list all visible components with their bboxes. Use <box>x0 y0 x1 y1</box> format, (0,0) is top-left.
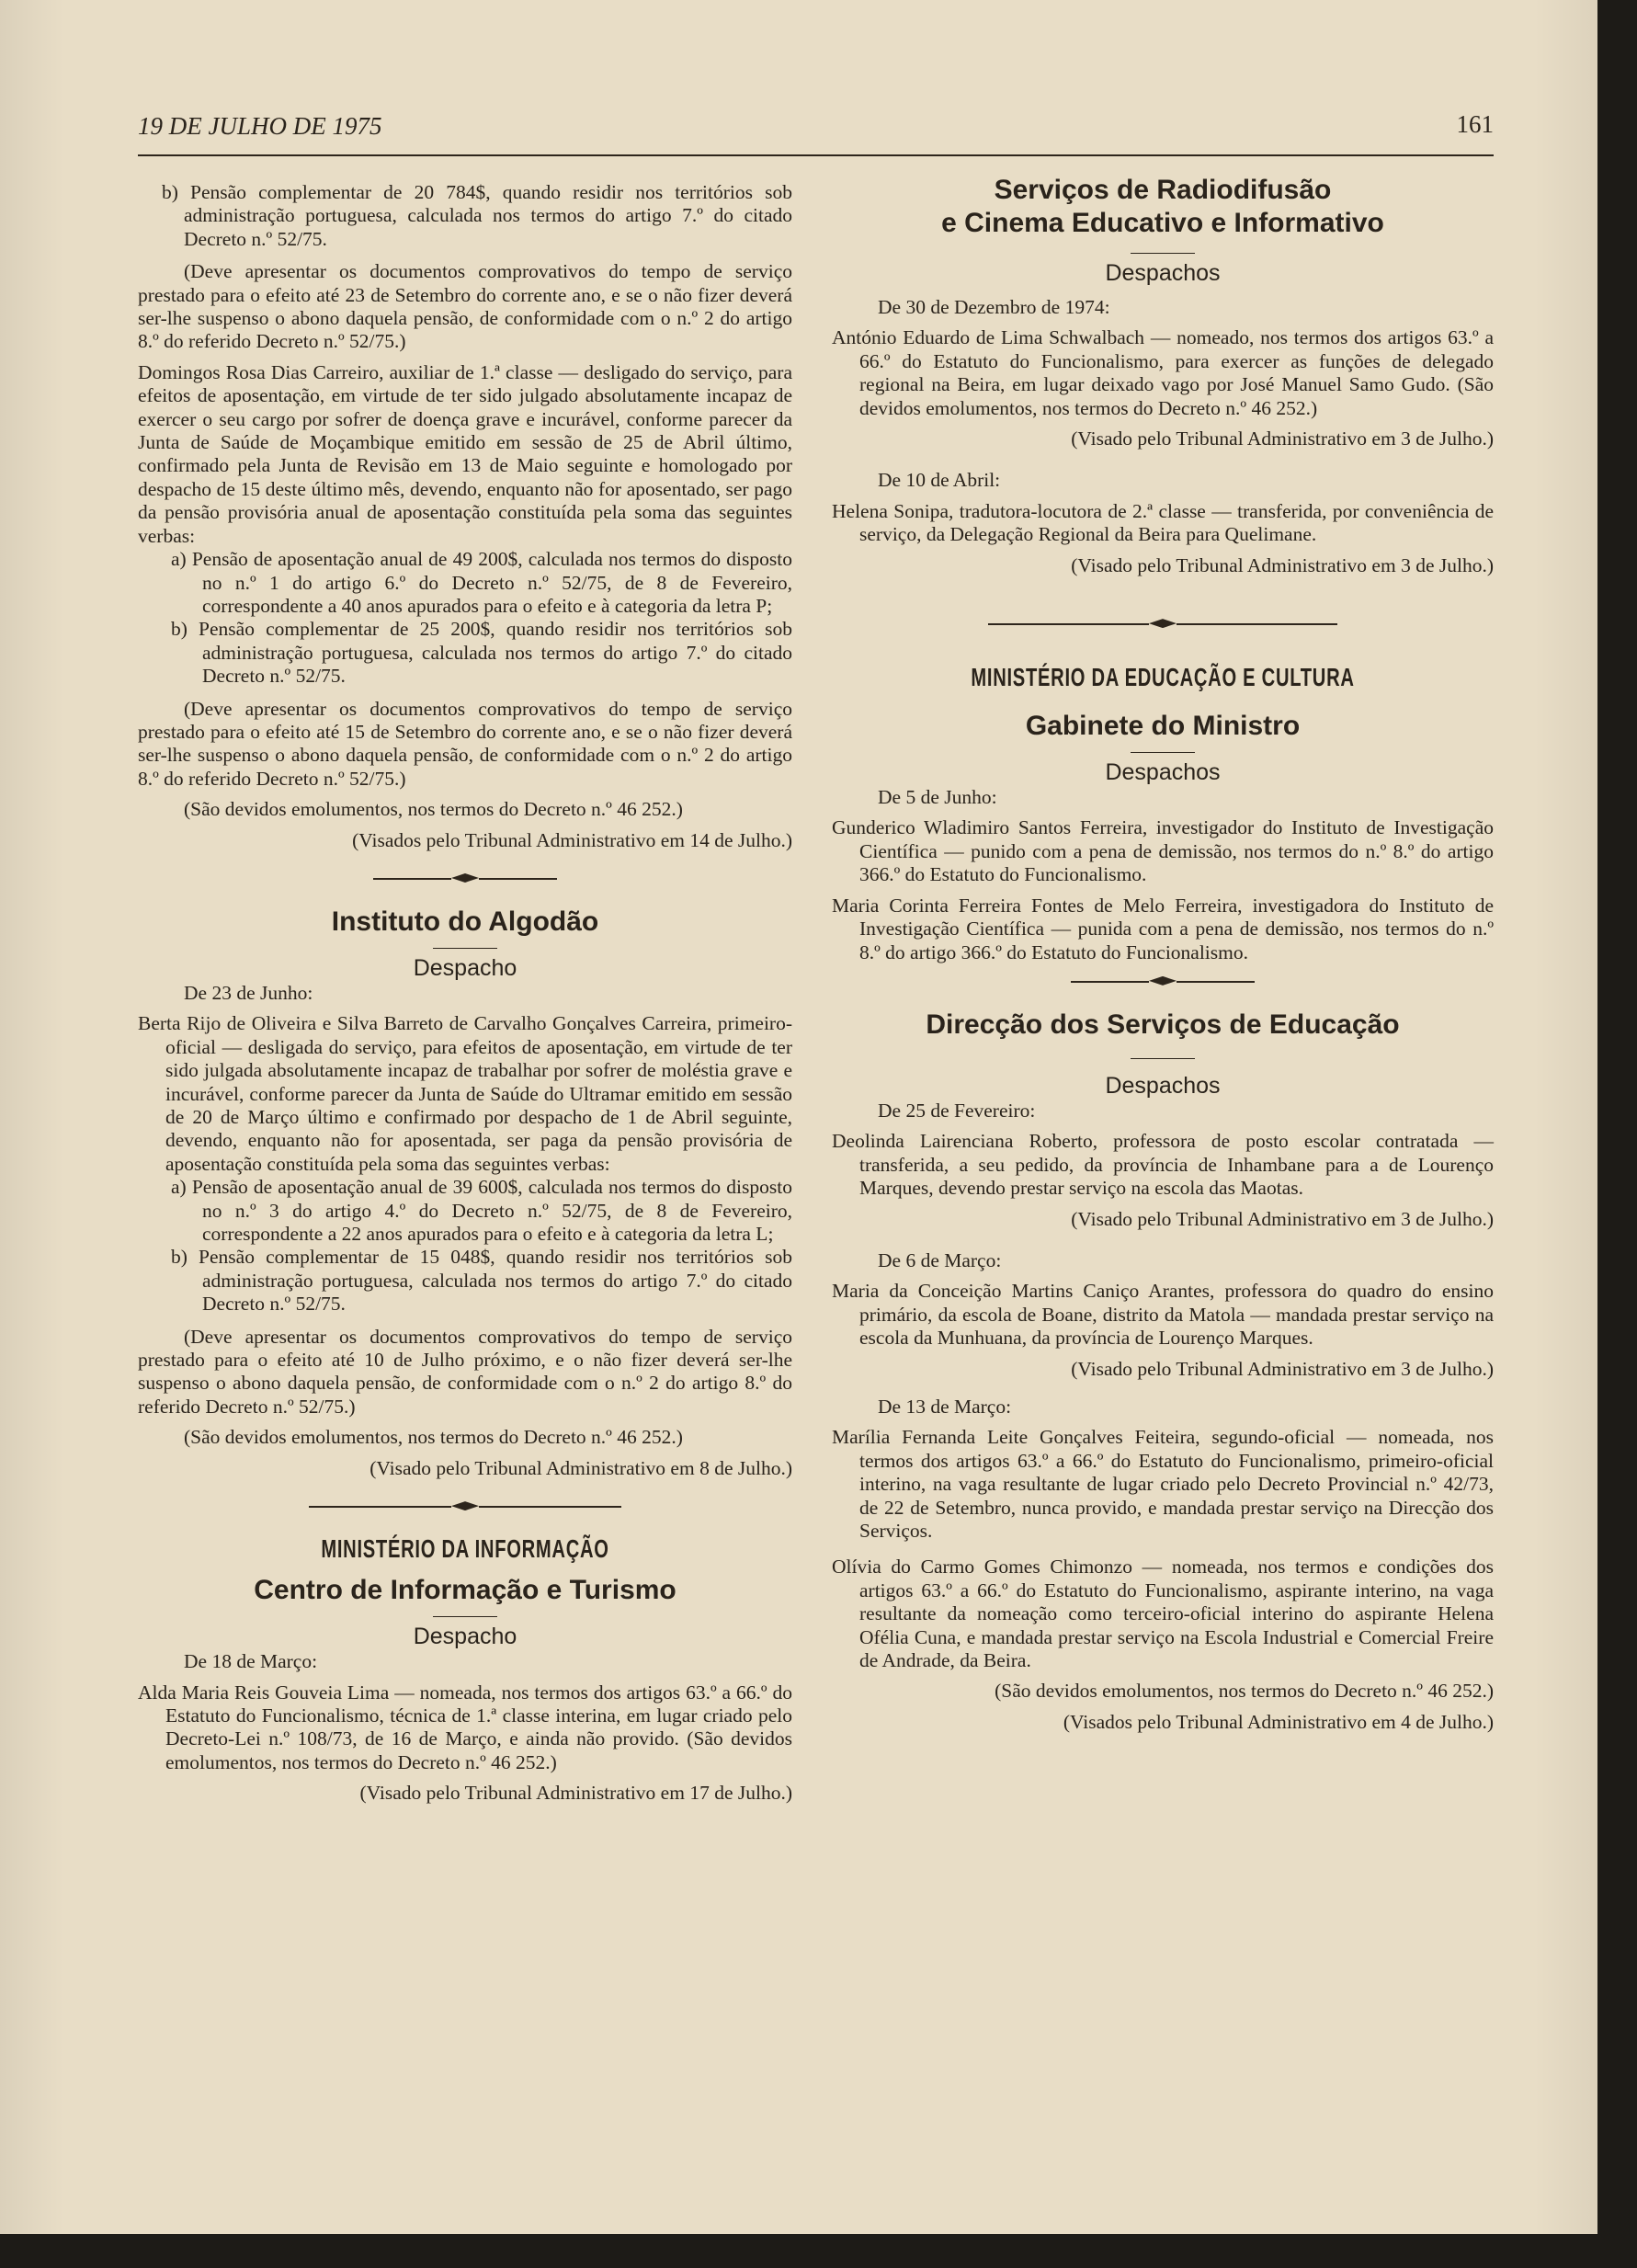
visado-note-2: (Visado pelo Tribunal Administrativo em 8 de Julho.) <box>369 1456 792 1479</box>
entry-domingos-note: (Deve apresentar os documentos comprovativos do tempo de serviço prestado para o efeito até 15 de Setembro do corrente ano, e se o não fizer deverá ser-lhe suspenso o abono daquela pensão, de conformidade com o n.º 2 do artigo 8.º do referido Decreto n.º 52/75.) <box>138 697 792 790</box>
emolumentos-note-1: (São devidos emolumentos, nos termos do Decreto n.º 46 252.) <box>184 798 683 821</box>
section-divider <box>309 1497 621 1517</box>
entry-gunderico: Gunderico Wladimiro Santos Ferreira, investigador do Instituto de Investigação Científica — punido com a pena de demissão, nos termos do n.º 8.º do artigo 366.º do Estatuto do Funcionalismo. <box>832 816 1494 886</box>
entry-marilia: Marília Fernanda Leite Gonçalves Feiteira, segundo-oficial — nomeada, nos termos dos artigos 63.º a 66.º do Estatuto do Funcionalismo, primeiro-oficial interino, na vaga resultante de lugar criado pelo Decreto Provincial n.º 42/73, de 22 de Setembro, nunca provido, e mandada prestar serviço na Direcção dos Serviços. <box>832 1426 1494 1542</box>
visado-note-3: (Visado pelo Tribunal Administrativo em 17 de Julho.) <box>359 1782 792 1805</box>
visado-note-r5: (Visados pelo Tribunal Administrativo em 4 de Julho.) <box>1063 1710 1494 1733</box>
despacho-date: De 5 de Junho: <box>878 786 997 809</box>
section-divider <box>373 869 557 889</box>
visado-note-1: (Visados pelo Tribunal Administrativo em 14 de Julho.) <box>352 828 792 851</box>
subtitle-despachos: Despachos <box>1105 759 1221 786</box>
section-divider <box>988 614 1337 634</box>
continued-note: (Deve apresentar os documentos comprovativos do tempo de serviço prestado para o efeito até 23 de Setembro do corrente ano, e se o não fizer deverá ser-lhe suspenso o abono daquela pensão, de conformidade com o n.º 2 do artigo 8.º do referido Decreto n.º 52/75.) <box>138 260 792 353</box>
ministry-title-informacao: MINISTÉRIO DA INFORMAÇÃO <box>321 1534 609 1564</box>
subtitle-despachos: Despachos <box>1105 260 1221 286</box>
section-title-educacao: Direcção dos Serviços de Educação <box>926 1009 1400 1040</box>
entry-alda: Alda Maria Reis Gouveia Lima — nomeada, nos termos dos artigos 63.º a 66.º do Estatuto do Funcionalismo, técnica de 1.ª classe interina, em lugar criado pelo Decreto-Lei n.º 108/73, de 16 de Março, e ainda não provido. (São devidos emolumentos, nos termos do Decreto n.º 46 252.) <box>138 1681 792 1773</box>
despacho-date: De 10 de Abril: <box>878 469 1001 492</box>
subtitle-despachos: Despachos <box>1105 1072 1221 1099</box>
entry-olivia: Olívia do Carmo Gomes Chimonzo — nomeada, nos termos e condições dos artigos 63.º a 66.º do Estatuto do Funcionalismo, aspirante interino, na vaga resultante da nomeação como terceiro-oficial interino do aspirante Helena Ofélia Cuna, e mandada prestar serviço na Escola Industrial e Comercial Freire de Andrade, da Beira. <box>832 1556 1494 1672</box>
section-title-gabinete: Gabinete do Ministro <box>1025 711 1301 742</box>
entry-berta-item-b: b) Pensão complementar de 15 048$, quando residir nos territórios sob administração portuguesa, calculada nos termos do artigo 7.º do citado Decreto n.º 52/75. <box>171 1246 792 1316</box>
despacho-date: De 13 de Março: <box>878 1395 1012 1418</box>
title-rule <box>1131 1058 1195 1059</box>
entry-domingos: Domingos Rosa Dias Carreiro, auxiliar de 1.ª classe — desligado do serviço, para efeitos de aposentação, em virtude de ter sido julgado absolutamente incapaz de exercer o seu cargo por sofrer de doença grave e incurável, conforme parecer da Junta de Saúde de Moçambique emitido em sessão de 25 de Abril último, confirmado pela Junta de Revisão em 13 de Maio seguinte e homologado por despacho de 15 deste último mês, devendo, enquanto não for aposentado, ser pago da pensão provisória anual de aposentação constituída pela soma das seguintes verbas: <box>138 360 792 547</box>
despacho-date: De 18 de Março: <box>184 1650 318 1673</box>
entry-maria-corinta: Maria Corinta Ferreira Fontes de Melo Ferreira, investigadora do Instituto de Investigação Científica — punida com a pena de demissão, nos termos do n.º 8.º do artigo 366.º do Estatuto do Funcionalismo. <box>832 894 1494 963</box>
title-rule <box>1131 253 1195 254</box>
section-title-radio-line1: Serviços de Radiodifusão <box>994 175 1332 205</box>
entry-domingos-item-a: a) Pensão de aposentação anual de 49 200$, calculada nos termos do disposto no n.º 1 do artigo 6.º do Decreto n.º 52/75, de 8 de Fevereiro, correspondente a 40 anos apurados para o efeito e à categoria da letra P; <box>171 548 792 617</box>
despacho-date: De 25 de Fevereiro: <box>878 1099 1036 1122</box>
entry-helena: Helena Sonipa, tradutora-locutora de 2.ª classe — transferida, por conveniência de serviço, da Delegação Regional da Beira para Quelimane. <box>832 499 1494 546</box>
despacho-date: De 6 de Março: <box>878 1248 1002 1271</box>
entry-berta-note: (Deve apresentar os documentos comprovativos do tempo de serviço prestado para o efeito até 10 de Julho próximo, e o não fizer deverá ser-lhe suspenso o abono daquela pensão, de conformidade com o n.º 2 do artigo 8.º do referido Decreto n.º 52/75.) <box>138 1325 792 1418</box>
left-column <box>138 179 792 1806</box>
title-rule <box>433 948 497 949</box>
subtitle-despacho: Despacho <box>413 1624 517 1650</box>
emolumentos-note-2: (São devidos emolumentos, nos termos do Decreto n.º 46 252.) <box>184 1426 683 1449</box>
entry-antonio: António Eduardo de Lima Schwalbach — nomeado, nos termos dos artigos 63.º a 66.º do Estatuto do Funcionalismo, para exercer as funções de delegado regional na Beira, em lugar deixado vago por José Manuel Samo Gudo. (São devidos emolumentos, nos termos do Decreto n.º 46 252.) <box>832 326 1494 419</box>
entry-berta: Berta Rijo de Oliveira e Silva Barreto de Carvalho Gonçalves Carreira, primeiro-oficial — desligada do serviço, para efeitos de aposentação, em virtude de ter sido julgada absolutamente incapaz de trabalhar por sofrer de moléstia grave e incurável, conforme parecer da Junta de Saúde do Ultramar emitido em sessão de 20 de Março último e confirmado por despacho de 1 de Abril seguinte, devendo, enquanto não for aposentada, ser paga da pensão provisória de aposentação constituída pela soma das seguintes verbas: <box>138 1012 792 1175</box>
visado-note-r1: (Visado pelo Tribunal Administrativo em 3 de Julho.) <box>1071 427 1494 450</box>
issue-date: 19 DE JULHO DE 1975 <box>138 112 382 140</box>
entry-berta-item-a: a) Pensão de aposentação anual de 39 600$, calculada nos termos do disposto no n.º 3 do artigo 4.º do Decreto n.º 52/75, de 8 de Fevereiro, correspondente a 22 anos apurados para o efeito e à categoria da letra L; <box>171 1176 792 1246</box>
visado-note-r4: (Visado pelo Tribunal Administrativo em 3 de Julho.) <box>1071 1357 1494 1380</box>
section-divider <box>1071 972 1255 992</box>
entry-domingos-item-b: b) Pensão complementar de 25 200$, quando residir nos territórios sob administração portuguesa, calculada nos termos do artigo 7.º do citado Decreto n.º 52/75. <box>171 618 792 688</box>
title-rule <box>1131 752 1195 753</box>
section-title-radio-line2: e Cinema Educativo e Informativo <box>941 208 1384 238</box>
continued-item-b: b) Pensão complementar de 20 784$, quando residir nos territórios sob administração portuguesa, calculada nos termos do artigo 7.º do citado Decreto n.º 52/75. <box>162 181 792 250</box>
entry-deolinda: Deolinda Lairenciana Roberto, professora de posto escolar contratada — transferida, a seu pedido, da província de Inhambane para a de Lourenço Marques, devendo prestar serviço na escola das Maotas. <box>832 1130 1494 1200</box>
section-title-algodao: Instituto do Algodão <box>331 906 599 937</box>
section-title-centro: Centro de Informação e Turismo <box>254 1575 676 1606</box>
emolumentos-note-r: (São devidos emolumentos, nos termos do Decreto n.º 46 252.) <box>995 1680 1494 1703</box>
page-header <box>138 108 1494 156</box>
visado-note-r3: (Visado pelo Tribunal Administrativo em 3 de Julho.) <box>1071 1207 1494 1230</box>
entry-maria-conceicao: Maria da Conceição Martins Caniço Arantes, professora do quadro do ensino primário, da escola de Boane, distrito da Matola — mandada prestar serviço na escola da Munhuana, da província de Lourenço Marques. <box>832 1280 1494 1350</box>
subtitle-despacho: Despacho <box>413 954 517 981</box>
despacho-date: De 30 de Dezembro de 1974: <box>878 296 1110 318</box>
page-number: 161 <box>1456 110 1494 138</box>
ministry-title-educacao: MINISTÉRIO DA EDUCAÇÃO E CULTURA <box>971 663 1355 692</box>
visado-note-r2: (Visado pelo Tribunal Administrativo em 3 de Julho.) <box>1071 553 1494 576</box>
despacho-date: De 23 de Junho: <box>184 981 313 1004</box>
right-column <box>832 175 1494 1734</box>
title-rule <box>433 1616 497 1617</box>
